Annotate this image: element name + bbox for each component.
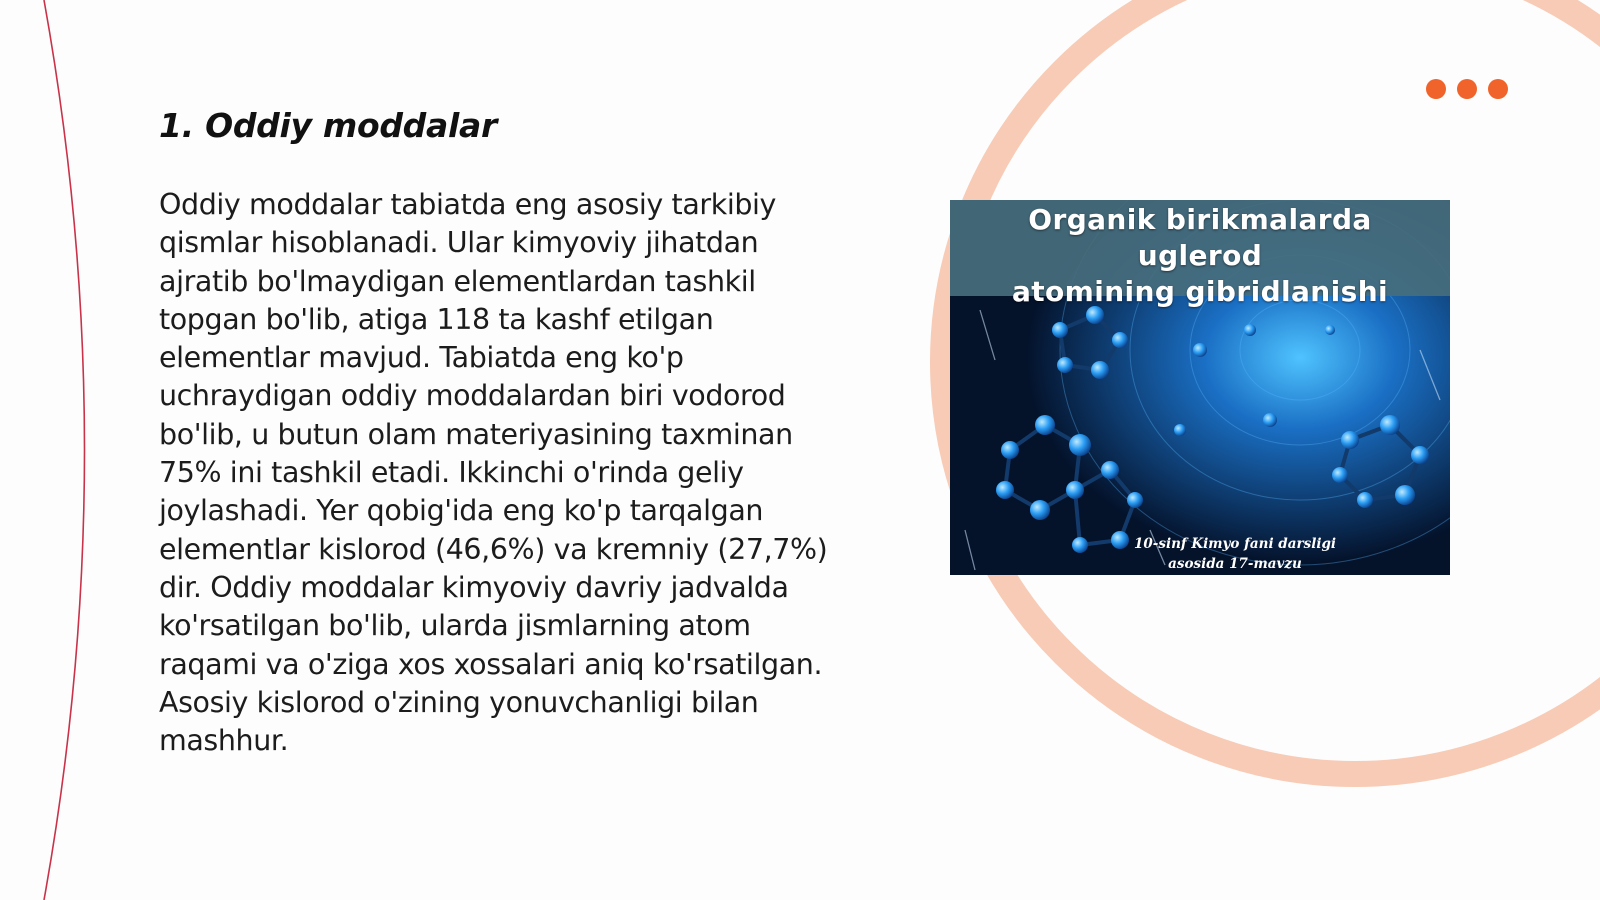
- molecule-image: [950, 200, 1450, 575]
- more-dots-icon: [1426, 79, 1508, 99]
- dot-icon: [1426, 79, 1446, 99]
- slide-body-text: Oddiy moddalar tabiatda eng asosiy tarkibiy qismlar hisoblanadi. Ular kimyoviy jihatdan ajratib bo'lmaydigan elementlardan tashkil topgan bo'lib, atiga 118 ta kashf etilgan elementlar mavjud. Tabiatda eng ko'p uchraydigan oddiy moddalardan biri vodorod bo'lib, u butun olam materiyasining taxminan 75% ini tashkil etadi. Ikkinchi o'rinda geliy joylashadi. Yer qobig'ida eng ko'p tarqalgan elementlar kislorod (46,6%) va kremniy (27,7%) dir. Oddiy moddalar kimyoviy davriy jadvalda ko'rsatilgan bo'lib, ularda jismlarning atom raqami va o'ziga xos xossalari aniq ko'rsatilgan. Asosiy kislorod o'zining yonuvchanligi bilan mashhur.: [159, 188, 828, 758]
- slide-title: 1. Oddiy moddalar: [159, 106, 497, 145]
- image-caption: 10-sinf Kimyo fani darsligi asosida 17-mavzu: [1133, 536, 1337, 572]
- dot-icon: [1457, 79, 1477, 99]
- left-accent-line: [44, 0, 85, 900]
- image-headline: Organik birikmalarda uglerod atomining gibridlanishi: [1011, 203, 1389, 308]
- dot-icon: [1488, 79, 1508, 99]
